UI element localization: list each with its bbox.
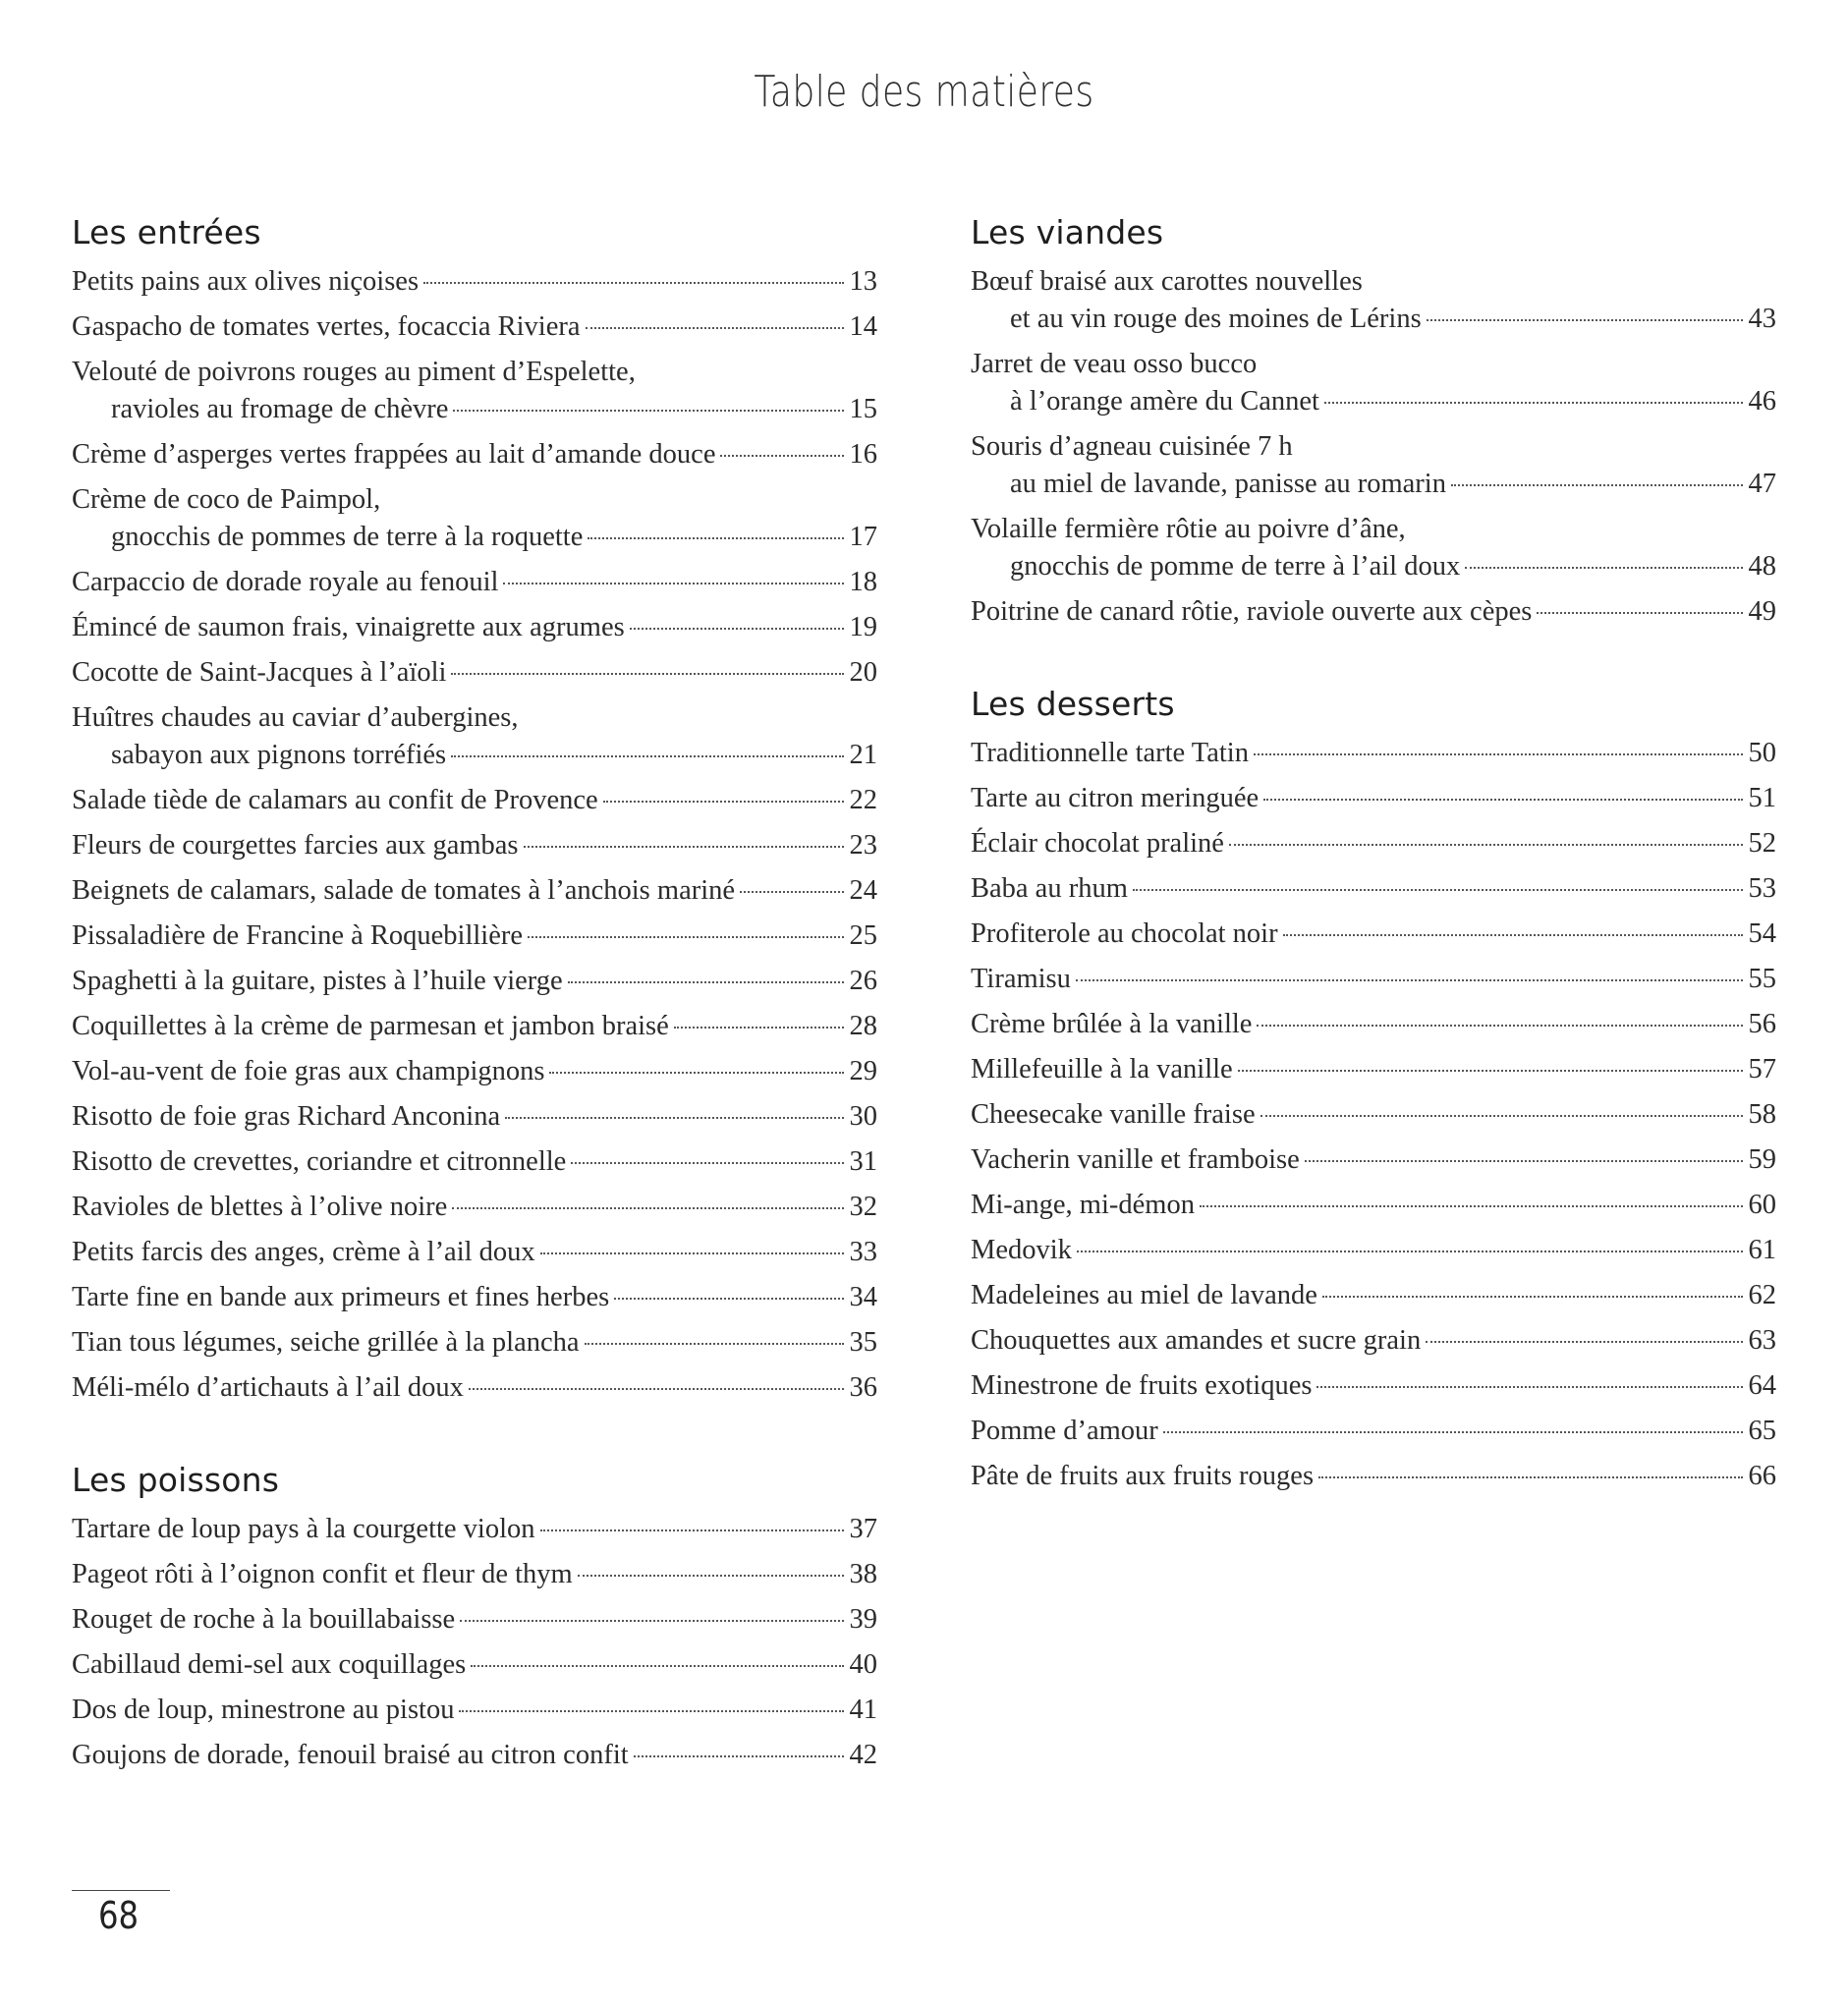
entry-title: Madeleines au miel de lavande	[971, 1280, 1317, 1310]
toc-entry-line	[72, 308, 877, 346]
toc-entry-line	[971, 1096, 1776, 1134]
entry-title: Cocotte de Saint-Jacques à l’aïoli	[72, 657, 447, 688]
entry-title: Souris d’agneau cuisinée 7 h	[971, 431, 1293, 462]
entry-page-number: 16	[849, 439, 877, 470]
toc-entry	[971, 346, 1776, 420]
dot-leader	[578, 1575, 844, 1577]
entry-page-number: 58	[1748, 1099, 1776, 1130]
toc-entry	[72, 481, 877, 556]
entry-title: Cabillaud demi-sel aux coquillages	[72, 1649, 467, 1680]
dot-leader	[1451, 484, 1743, 486]
entry-title: Jarret de veau osso bucco	[971, 349, 1258, 379]
entry-title: Petits farcis des anges, crème à l’ail doux	[72, 1237, 535, 1267]
dot-leader	[453, 410, 844, 412]
toc-entry	[971, 825, 1776, 862]
entry-page-number: 56	[1748, 1009, 1776, 1039]
dot-leader	[614, 1298, 844, 1300]
entry-page-number: 21	[849, 740, 877, 770]
entry-page-number: 13	[849, 266, 877, 297]
dot-leader	[1229, 844, 1743, 846]
entry-title: Émincé de saumon frais, vinaigrette aux agrumes	[72, 612, 625, 642]
entry-title: gnocchis de pomme de terre à l’ail doux	[1010, 551, 1461, 582]
section-desserts	[971, 680, 1776, 1495]
toc-entry	[72, 1008, 877, 1045]
dot-leader	[1133, 889, 1743, 891]
dot-leader	[1427, 319, 1743, 321]
toc-entry	[971, 1006, 1776, 1043]
entry-page-number: 64	[1748, 1370, 1776, 1401]
entry-title: Éclair chocolat praliné	[971, 828, 1224, 859]
toc-entry	[971, 1458, 1776, 1495]
dot-leader	[452, 1207, 844, 1209]
toc-entry-line	[72, 654, 877, 692]
toc-entry-line	[72, 1098, 877, 1136]
toc-entry	[72, 1143, 877, 1181]
dot-leader	[1200, 1205, 1743, 1207]
toc-entry	[72, 827, 877, 864]
left-column	[72, 208, 877, 1823]
toc-entry-line	[971, 346, 1776, 383]
toc-list	[72, 1511, 877, 1774]
toc-entry	[72, 263, 877, 301]
section-title: Les desserts	[971, 685, 1175, 723]
dot-leader	[1076, 979, 1743, 981]
entry-title: Tartare de loup pays à la courgette violon	[72, 1514, 535, 1544]
toc-entry	[72, 782, 877, 819]
toc-entry	[971, 1277, 1776, 1314]
toc-entry-line	[72, 391, 877, 428]
toc-entry-line	[72, 1324, 877, 1362]
dot-leader	[1426, 1341, 1743, 1343]
toc-entry	[72, 1098, 877, 1136]
toc-entry-line	[72, 1601, 877, 1639]
toc-entry-line	[72, 519, 877, 556]
entry-title: Tarte fine en bande aux primeurs et fines herbes	[72, 1282, 610, 1312]
toc-entry	[971, 1413, 1776, 1450]
entry-page-number: 46	[1748, 386, 1776, 417]
dot-leader	[571, 1162, 844, 1164]
toc-entry-line	[971, 593, 1776, 631]
dot-leader	[1254, 753, 1743, 755]
dot-leader	[451, 673, 844, 675]
entry-page-number: 60	[1748, 1190, 1776, 1220]
toc-entry	[72, 1189, 877, 1226]
dot-leader	[674, 1027, 844, 1029]
dot-leader	[568, 981, 844, 983]
dot-leader	[1324, 402, 1743, 404]
entry-title: Crème d’asperges vertes frappées au lait d’amande douce	[72, 439, 716, 470]
toc-entry-line	[72, 1737, 877, 1774]
dot-leader	[720, 455, 844, 457]
toc-entry-line	[72, 1189, 877, 1226]
entry-title: Beignets de calamars, salade de tomates à l’anchois mariné	[72, 875, 736, 906]
toc-entry-line	[971, 1006, 1776, 1043]
entry-title: Pâte de fruits aux fruits rouges	[971, 1461, 1315, 1491]
toc-entry	[971, 1232, 1776, 1269]
toc-entry-line	[971, 1232, 1776, 1269]
toc-entry-line	[72, 1511, 877, 1548]
entry-title: Tarte au citron meringuée	[971, 783, 1260, 813]
toc-entry-line	[72, 564, 877, 601]
entry-page-number: 20	[849, 657, 877, 688]
toc-entry	[971, 870, 1776, 908]
toc-entry	[72, 872, 877, 910]
toc-entry-line	[971, 548, 1776, 585]
toc-entry-line	[971, 961, 1776, 998]
entry-title: Crème brûlée à la vanille	[971, 1009, 1253, 1039]
entry-title: Medovik	[971, 1235, 1072, 1265]
dot-leader	[503, 583, 844, 584]
entry-page-number: 50	[1748, 738, 1776, 768]
dot-leader	[469, 1388, 844, 1390]
entry-title: Pissaladière de Francine à Roquebillière	[72, 920, 524, 951]
toc-entry	[72, 1511, 877, 1548]
entry-title: Risotto de crevettes, coriandre et citronnelle	[72, 1146, 567, 1177]
entry-page-number: 63	[1748, 1325, 1776, 1356]
toc-entry-line	[72, 1646, 877, 1684]
entry-title: Rouget de roche à la bouillabaisse	[72, 1604, 456, 1635]
section-viandes	[971, 208, 1776, 631]
dot-leader	[505, 1117, 844, 1119]
entry-title: Vacherin vanille et framboise	[971, 1144, 1300, 1175]
toc-entry-line	[72, 1008, 877, 1045]
toc-list	[72, 263, 877, 1407]
toc-entry	[971, 593, 1776, 631]
entry-page-number: 41	[849, 1695, 877, 1725]
dot-leader	[603, 801, 844, 803]
toc-entry-line	[971, 1051, 1776, 1088]
toc-entry	[72, 1279, 877, 1316]
toc-entry-line	[971, 1277, 1776, 1314]
dot-leader	[1316, 1386, 1743, 1388]
toc-entry-line	[72, 609, 877, 646]
entry-page-number: 61	[1748, 1235, 1776, 1265]
dot-leader	[1537, 612, 1743, 614]
dot-leader	[1322, 1296, 1743, 1298]
dot-leader	[588, 537, 844, 539]
page-title: Table des matières	[754, 67, 1094, 117]
toc-entry-line	[971, 263, 1776, 301]
dot-leader	[1163, 1431, 1743, 1433]
toc-entry-line	[971, 870, 1776, 908]
entry-page-number: 43	[1748, 304, 1776, 334]
entry-title: gnocchis de pommes de terre à la roquette	[111, 522, 584, 552]
entry-page-number: 49	[1748, 596, 1776, 627]
entry-page-number: 62	[1748, 1280, 1776, 1310]
toc-entry-line	[971, 1413, 1776, 1450]
dot-leader	[1318, 1476, 1743, 1478]
entry-title: Poitrine de canard rôtie, raviole ouverte aux cèpes	[971, 596, 1533, 627]
toc-entry	[971, 511, 1776, 585]
toc-entry-line	[971, 1458, 1776, 1495]
toc-entry-line	[72, 1143, 877, 1181]
toc-entry-line	[72, 827, 877, 864]
dot-leader	[549, 1072, 844, 1074]
entry-page-number: 17	[849, 522, 877, 552]
toc-entry-line	[971, 780, 1776, 817]
toc-entry	[72, 436, 877, 473]
dot-leader	[1465, 567, 1743, 569]
entry-title: Petits pains aux olives niçoises	[72, 266, 420, 297]
entry-title: Crème de coco de Paimpol,	[72, 484, 381, 515]
entry-title: Mi-ange, mi-démon	[971, 1190, 1195, 1220]
toc-entry-line	[971, 1367, 1776, 1405]
entry-title: Fleurs de courgettes farcies aux gambas	[72, 830, 519, 861]
toc-entry	[72, 564, 877, 601]
entry-title: Dos de loup, minestrone au pistou	[72, 1695, 455, 1725]
toc-entry-line	[72, 963, 877, 1000]
toc-list	[971, 735, 1776, 1495]
toc-entry-line	[72, 436, 877, 473]
entry-page-number: 59	[1748, 1144, 1776, 1175]
entry-title: Gaspacho de tomates vertes, focaccia Riviera	[72, 311, 581, 342]
folio-rule	[72, 1890, 170, 1891]
dot-leader	[540, 1252, 844, 1254]
entry-page-number: 29	[849, 1056, 877, 1086]
entry-title: Traditionnelle tarte Tatin	[971, 738, 1249, 768]
entry-title: Spaghetti à la guitare, pistes à l’huile vierge	[72, 966, 563, 996]
toc-entry	[72, 609, 877, 646]
dot-leader	[528, 936, 844, 938]
toc-entry-line	[971, 511, 1776, 548]
toc-entry-line	[971, 1322, 1776, 1360]
entry-page-number: 48	[1748, 551, 1776, 582]
toc-entry	[971, 263, 1776, 338]
entry-page-number: 47	[1748, 469, 1776, 499]
dot-leader	[1260, 1115, 1743, 1117]
entry-title: Velouté de poivrons rouges au piment d’Espelette,	[72, 357, 636, 387]
entry-title: Risotto de foie gras Richard Anconina	[72, 1101, 501, 1132]
entry-title: Salade tiède de calamars au confit de Provence	[72, 785, 598, 815]
toc-entry	[72, 354, 877, 428]
entry-title: Carpaccio de dorade royale au fenouil	[72, 567, 499, 597]
toc-entry-line	[72, 1053, 877, 1090]
entry-page-number: 30	[849, 1101, 877, 1132]
toc-entry-line	[72, 699, 877, 737]
dot-leader	[586, 327, 844, 329]
entry-page-number: 18	[849, 567, 877, 597]
entry-page-number: 23	[849, 830, 877, 861]
entry-title: Millefeuille à la vanille	[971, 1054, 1233, 1084]
entry-title: Chouquettes aux amandes et sucre grain	[971, 1325, 1422, 1356]
dot-leader	[740, 891, 844, 893]
toc-entry-line	[971, 383, 1776, 420]
toc-entry	[72, 918, 877, 955]
dot-leader	[1263, 799, 1743, 801]
toc-entry-line	[72, 1279, 877, 1316]
toc-entry-line	[72, 782, 877, 819]
entry-page-number: 33	[849, 1237, 877, 1267]
toc-entry-line	[72, 354, 877, 391]
dot-leader	[451, 755, 844, 757]
dot-leader	[630, 628, 844, 630]
entry-page-number: 57	[1748, 1054, 1776, 1084]
toc-entry-line	[971, 301, 1776, 338]
toc-entry	[971, 961, 1776, 998]
entry-page-number: 65	[1748, 1416, 1776, 1446]
toc-entry	[971, 916, 1776, 953]
entry-title: Cheesecake vanille fraise	[971, 1099, 1256, 1130]
entry-title: Minestrone de fruits exotiques	[971, 1370, 1313, 1401]
toc-entry	[72, 654, 877, 692]
toc-entry	[72, 1324, 877, 1362]
dot-leader	[460, 1620, 844, 1622]
toc-entry	[971, 1322, 1776, 1360]
entry-page-number: 14	[849, 311, 877, 342]
section-title: Les viandes	[971, 213, 1164, 251]
toc-entry	[72, 1234, 877, 1271]
entry-page-number: 36	[849, 1372, 877, 1403]
entry-title: Volaille fermière rôtie au poivre d’âne,	[971, 514, 1406, 544]
toc-entry	[971, 1367, 1776, 1405]
toc-entry-line	[971, 735, 1776, 772]
entry-title: Ravioles de blettes à l’olive noire	[72, 1192, 448, 1222]
toc-entry-line	[72, 737, 877, 774]
toc-entry	[72, 1646, 877, 1684]
toc-entry	[72, 963, 877, 1000]
toc-entry	[971, 428, 1776, 503]
section-title: Les entrées	[72, 213, 261, 251]
toc-entry-line	[971, 825, 1776, 862]
dot-leader	[1077, 1251, 1743, 1252]
toc-entry-line	[72, 1556, 877, 1593]
entry-title: Pomme d’amour	[971, 1416, 1158, 1446]
dot-leader	[459, 1710, 844, 1712]
dot-leader	[1238, 1070, 1743, 1072]
toc-entry	[72, 1369, 877, 1407]
entry-page-number: 37	[849, 1514, 877, 1544]
toc-entry-line	[72, 1234, 877, 1271]
entry-title: Goujons de dorade, fenouil braisé au citron confit	[72, 1740, 629, 1770]
entry-page-number: 40	[849, 1649, 877, 1680]
entry-page-number: 34	[849, 1282, 877, 1312]
entry-title: Pageot rôti à l’oignon confit et fleur de thym	[72, 1559, 573, 1589]
toc-entry	[72, 308, 877, 346]
entry-title: Coquillettes à la crème de parmesan et jambon braisé	[72, 1011, 669, 1041]
section-title: Les poissons	[72, 1461, 280, 1499]
entry-page-number: 15	[849, 394, 877, 424]
toc-entry-line	[971, 1187, 1776, 1224]
entry-title: Baba au rhum	[971, 873, 1128, 904]
dot-leader	[524, 846, 844, 848]
entry-page-number: 38	[849, 1559, 877, 1589]
entry-page-number: 53	[1748, 873, 1776, 904]
section-entrees	[72, 208, 877, 1407]
entry-page-number: 52	[1748, 828, 1776, 859]
toc-entry-line	[72, 1369, 877, 1407]
entry-page-number: 24	[849, 875, 877, 906]
toc-entry-line	[971, 466, 1776, 503]
dot-leader	[1257, 1025, 1743, 1027]
entry-page-number: 28	[849, 1011, 877, 1041]
dot-leader	[585, 1343, 844, 1345]
entry-page-number: 26	[849, 966, 877, 996]
entry-page-number: 32	[849, 1192, 877, 1222]
page-number: 68	[98, 1894, 140, 1937]
right-column	[971, 208, 1776, 1544]
entry-title: ravioles au fromage de chèvre	[111, 394, 449, 424]
entry-page-number: 42	[849, 1740, 877, 1770]
toc-entry-line	[72, 263, 877, 301]
toc-entry	[72, 1556, 877, 1593]
toc-entry	[971, 1141, 1776, 1179]
toc-entry	[971, 1096, 1776, 1134]
entry-title: Tiramisu	[971, 964, 1071, 994]
entry-page-number: 66	[1748, 1461, 1776, 1491]
toc-entry-line	[72, 481, 877, 519]
toc-entry	[72, 1692, 877, 1729]
dot-leader	[471, 1665, 844, 1667]
section-poissons	[72, 1456, 877, 1774]
toc-entry	[72, 1053, 877, 1090]
entry-page-number: 51	[1748, 783, 1776, 813]
entry-page-number: 22	[849, 785, 877, 815]
toc-entry	[72, 1737, 877, 1774]
entry-title: sabayon aux pignons torréfiés	[111, 740, 447, 770]
entry-title: et au vin rouge des moines de Lérins	[1010, 304, 1422, 334]
entry-page-number: 55	[1748, 964, 1776, 994]
dot-leader	[634, 1755, 844, 1757]
toc-entry-line	[971, 916, 1776, 953]
toc-entry	[971, 735, 1776, 772]
dot-leader	[423, 282, 844, 284]
toc-entry-line	[72, 918, 877, 955]
toc-entry	[971, 780, 1776, 817]
entry-page-number: 39	[849, 1604, 877, 1635]
toc-entry-line	[72, 1692, 877, 1729]
entry-page-number: 19	[849, 612, 877, 642]
entry-title: Tian tous légumes, seiche grillée à la plancha	[72, 1327, 580, 1358]
toc-entry	[72, 699, 877, 774]
toc-list	[971, 263, 1776, 631]
dot-leader	[540, 1529, 844, 1531]
toc-entry	[72, 1601, 877, 1639]
toc-entry-line	[971, 428, 1776, 466]
toc-entry	[971, 1051, 1776, 1088]
entry-title: au miel de lavande, panisse au romarin	[1010, 469, 1446, 499]
entry-page-number: 54	[1748, 918, 1776, 949]
entry-page-number: 35	[849, 1327, 877, 1358]
toc-entry	[971, 1187, 1776, 1224]
toc-entry-line	[971, 1141, 1776, 1179]
entry-title: Méli-mélo d’artichauts à l’ail doux	[72, 1372, 464, 1403]
entry-title: Bœuf braisé aux carottes nouvelles	[971, 266, 1363, 297]
entry-title: Vol-au-vent de foie gras aux champignons	[72, 1056, 545, 1086]
dot-leader	[1283, 934, 1743, 936]
entry-title: à l’orange amère du Cannet	[1010, 386, 1319, 417]
dot-leader	[1305, 1160, 1743, 1162]
entry-page-number: 25	[849, 920, 877, 951]
entry-page-number: 31	[849, 1146, 877, 1177]
entry-title: Huîtres chaudes au caviar d’aubergines,	[72, 702, 519, 733]
toc-entry-line	[72, 872, 877, 910]
entry-title: Profiterole au chocolat noir	[971, 918, 1278, 949]
